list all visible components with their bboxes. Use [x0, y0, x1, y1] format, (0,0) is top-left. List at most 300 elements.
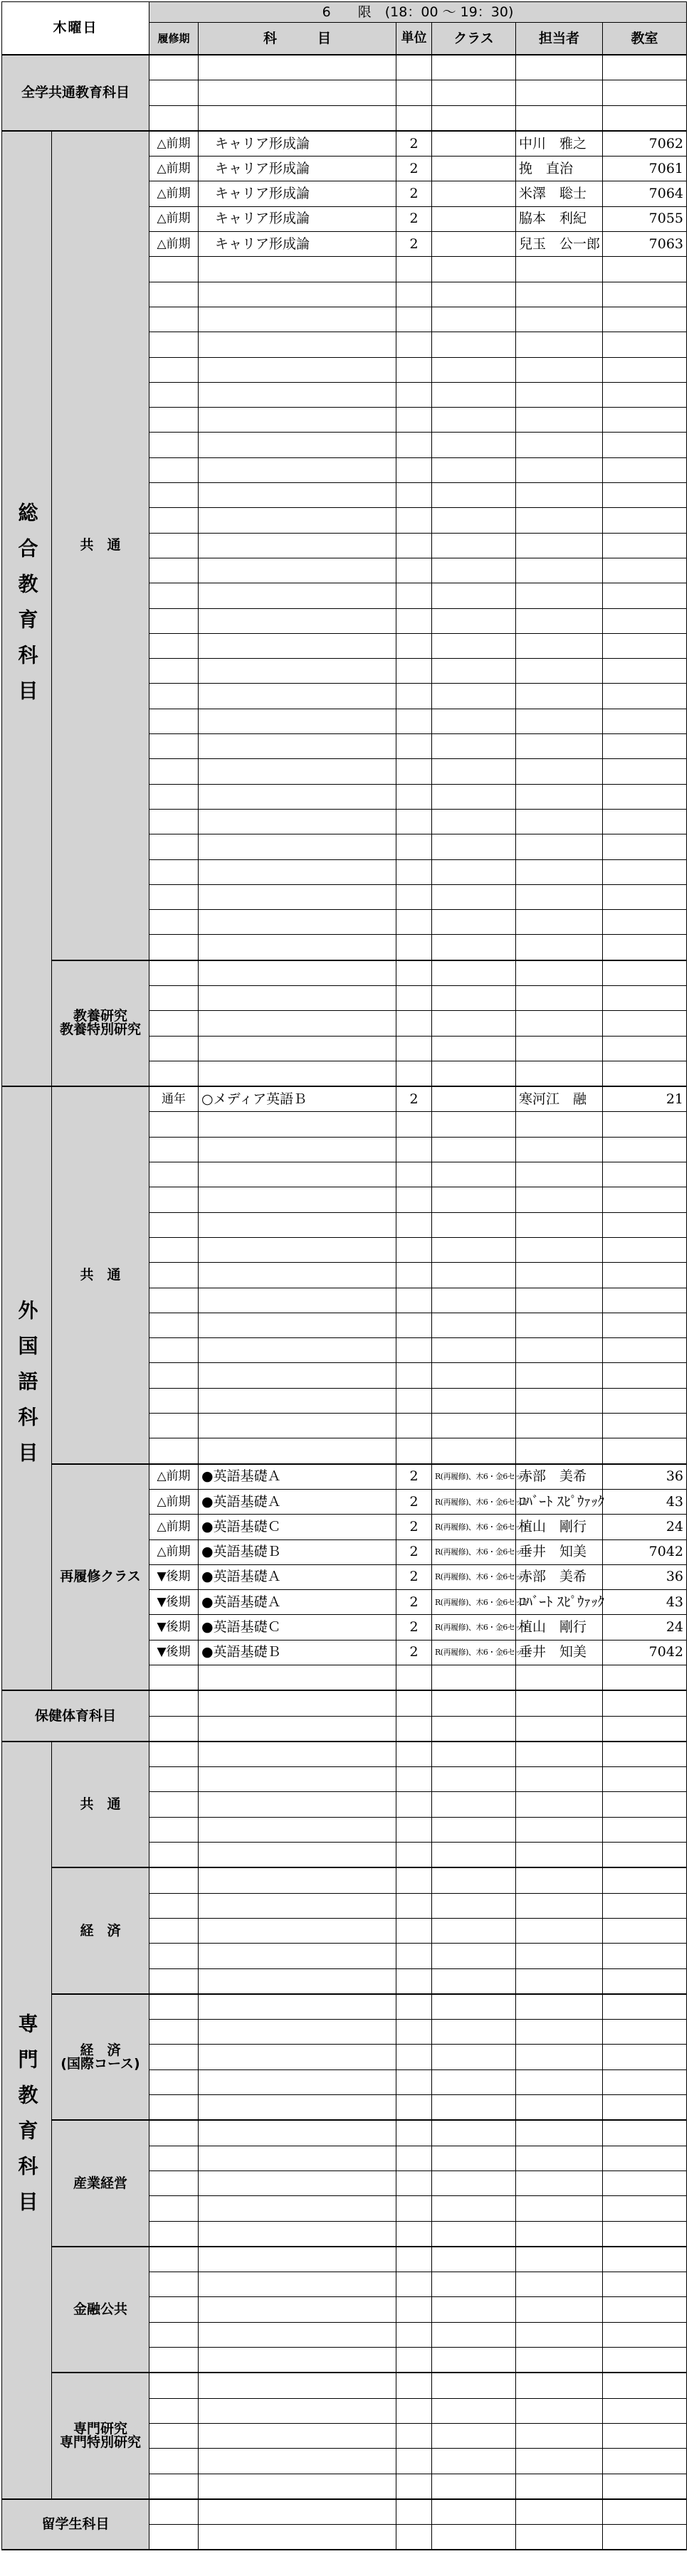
course-subject — [199, 985, 396, 1010]
course-class — [432, 1288, 516, 1313]
course-subject — [199, 2449, 396, 2474]
course-credits: 2 — [396, 1086, 432, 1112]
course-class — [432, 1388, 516, 1413]
course-term — [149, 2449, 199, 2474]
course-term — [149, 533, 199, 558]
course-credits — [396, 2020, 432, 2045]
course-class — [432, 408, 516, 433]
course-teacher — [516, 759, 603, 784]
course-subject — [199, 1690, 396, 1716]
course-subject — [199, 633, 396, 658]
course-room — [603, 1893, 687, 1918]
course-subject — [199, 1011, 396, 1036]
course-room: 7042 — [603, 1640, 687, 1665]
course-class — [432, 1665, 516, 1691]
course-room — [603, 2373, 687, 2398]
course-room — [603, 935, 687, 960]
course-room — [603, 1665, 687, 1691]
course-credits — [396, 2272, 432, 2297]
course-class — [432, 508, 516, 533]
course-credits — [396, 784, 432, 809]
category-ryugaku: 留学生科目 — [2, 2499, 149, 2550]
course-term — [149, 1994, 199, 2020]
course-teacher — [516, 809, 603, 834]
course-credits — [396, 1288, 432, 1313]
course-subject — [199, 257, 396, 282]
course-subject — [199, 1288, 396, 1313]
course-term — [149, 382, 199, 407]
course-subject: キャリア形成論 — [199, 131, 396, 157]
course-teacher — [516, 533, 603, 558]
course-teacher: 中川 雅之 — [516, 131, 603, 157]
course-subject — [199, 935, 396, 960]
course-class — [432, 282, 516, 307]
course-credits — [396, 257, 432, 282]
course-credits — [396, 1767, 432, 1792]
course-class — [432, 884, 516, 909]
course-term — [149, 1112, 199, 1137]
course-class — [432, 1313, 516, 1337]
course-class — [432, 759, 516, 784]
course-credits — [396, 2095, 432, 2121]
course-class — [432, 55, 516, 80]
course-class — [432, 684, 516, 709]
course-subject — [199, 784, 396, 809]
course-class — [432, 1162, 516, 1187]
course-teacher — [516, 1792, 603, 1817]
course-subject — [199, 859, 396, 884]
course-class — [432, 382, 516, 407]
course-credits — [396, 332, 432, 357]
course-term — [149, 784, 199, 809]
course-credits — [396, 884, 432, 909]
course-subject — [199, 1918, 396, 1943]
course-credits — [396, 2170, 432, 2195]
course-room — [603, 433, 687, 457]
course-room — [603, 2120, 687, 2146]
course-credits: 2 — [396, 1489, 432, 1514]
course-credits — [396, 1187, 432, 1212]
course-credits — [396, 1665, 432, 1691]
course-term — [149, 1036, 199, 1061]
course-term — [149, 1162, 199, 1187]
course-room — [603, 2146, 687, 2170]
course-term — [149, 2423, 199, 2448]
course-room: 7062 — [603, 131, 687, 157]
course-credits — [396, 2045, 432, 2069]
course-room — [603, 2196, 687, 2221]
course-room — [603, 1767, 687, 1792]
course-teacher — [516, 859, 603, 884]
course-subject — [199, 558, 396, 583]
course-term — [149, 1843, 199, 1868]
course-room — [603, 659, 687, 684]
course-term — [149, 1212, 199, 1237]
course-room — [603, 2095, 687, 2121]
course-term: 通年 — [149, 1086, 199, 1112]
course-class — [432, 433, 516, 457]
course-room — [603, 834, 687, 859]
course-term — [149, 80, 199, 105]
course-subject — [199, 1036, 396, 1061]
course-teacher — [516, 508, 603, 533]
course-room — [603, 759, 687, 784]
course-credits — [396, 2069, 432, 2094]
course-room — [603, 1388, 687, 1413]
course-room — [603, 1867, 687, 1893]
course-credits — [396, 859, 432, 884]
course-teacher — [516, 633, 603, 658]
course-credits — [396, 2322, 432, 2347]
course-term — [149, 910, 199, 935]
course-class — [432, 105, 516, 131]
course-credits — [396, 457, 432, 482]
course-teacher: 米澤 聡士 — [516, 181, 603, 206]
course-term — [149, 1237, 199, 1262]
course-room — [603, 884, 687, 909]
course-subject — [199, 1061, 396, 1086]
course-class — [432, 2170, 516, 2195]
course-term — [149, 859, 199, 884]
course-term — [149, 985, 199, 1010]
term-header: 履修期 — [149, 23, 199, 55]
category-zengaku: 全学共通教育科目 — [2, 55, 149, 131]
course-subject — [199, 1237, 396, 1262]
course-room — [603, 80, 687, 105]
course-class — [432, 809, 516, 834]
course-teacher — [516, 332, 603, 357]
course-credits — [396, 558, 432, 583]
course-teacher — [516, 910, 603, 935]
course-teacher — [516, 282, 603, 307]
course-credits — [396, 659, 432, 684]
course-term — [149, 884, 199, 909]
course-subject — [199, 433, 396, 457]
course-subject: キャリア形成論 — [199, 206, 396, 231]
course-class — [432, 332, 516, 357]
course-room: 7063 — [603, 232, 687, 257]
course-room — [603, 1237, 687, 1262]
course-room — [603, 684, 687, 709]
course-class — [432, 2247, 516, 2272]
course-room — [603, 2297, 687, 2322]
course-room: 7042 — [603, 1539, 687, 1564]
course-term — [149, 2373, 199, 2398]
course-term — [149, 307, 199, 332]
course-term — [149, 1792, 199, 1817]
course-term: △前期 — [149, 1489, 199, 1514]
course-subject — [199, 1968, 396, 1994]
course-credits — [396, 709, 432, 733]
course-teacher: ﾛﾊﾞｰﾄ ｽﾋﾟｳｧｯｸ — [516, 1489, 603, 1514]
course-subject — [199, 80, 396, 105]
course-term — [149, 2069, 199, 2094]
course-room — [603, 508, 687, 533]
course-teacher: 垂井 知美 — [516, 1539, 603, 1564]
course-term — [149, 633, 199, 658]
section-label: 経 済 — [80, 2042, 121, 2058]
course-subject — [199, 2423, 396, 2448]
course-class — [432, 2069, 516, 2094]
course-class — [432, 2272, 516, 2297]
course-subject — [199, 1338, 396, 1363]
course-subject — [199, 2297, 396, 2322]
course-subject — [199, 457, 396, 482]
course-teacher: 植山 剛行 — [516, 1615, 603, 1640]
credits-header: 単位 — [396, 23, 432, 55]
course-class — [432, 181, 516, 206]
course-teacher — [516, 2373, 603, 2398]
course-class: R(再履修)、木6・金6セット — [432, 1515, 516, 1539]
course-teacher — [516, 1918, 603, 1943]
course-subject — [199, 910, 396, 935]
course-teacher — [516, 1137, 603, 1162]
course-term — [149, 408, 199, 433]
course-teacher — [516, 307, 603, 332]
course-term: △前期 — [149, 181, 199, 206]
section-label: 共 通 — [80, 1796, 121, 1813]
course-class — [432, 1187, 516, 1212]
course-class — [432, 1061, 516, 1086]
course-term — [149, 1690, 199, 1716]
section-keizai_kokusai — [52, 1994, 149, 2120]
section-sublabel: 教養特別研究 — [60, 1022, 142, 1038]
course-class — [432, 558, 516, 583]
section-kinyu — [52, 2247, 149, 2373]
course-credits — [396, 759, 432, 784]
course-credits — [396, 483, 432, 508]
course-subject — [199, 533, 396, 558]
course-credits — [396, 357, 432, 382]
course-subject — [199, 1263, 396, 1288]
course-room: 21 — [603, 1086, 687, 1112]
course-room — [603, 55, 687, 80]
course-class — [432, 2348, 516, 2373]
course-term — [149, 357, 199, 382]
course-room — [603, 1742, 687, 1767]
course-room — [603, 985, 687, 1010]
course-subject — [199, 1388, 396, 1413]
course-room — [603, 1212, 687, 1237]
course-subject: ●英語基礎Ｂ — [199, 1640, 396, 1665]
course-subject — [199, 960, 396, 986]
course-subject — [199, 2499, 396, 2525]
course-class — [432, 2095, 516, 2121]
course-teacher — [516, 2045, 603, 2069]
course-term — [149, 2348, 199, 2373]
course-term — [149, 684, 199, 709]
course-teacher — [516, 382, 603, 407]
course-teacher — [516, 2221, 603, 2247]
course-term — [149, 1918, 199, 1943]
course-teacher — [516, 1036, 603, 1061]
course-credits — [396, 433, 432, 457]
course-term — [149, 1665, 199, 1691]
course-subject — [199, 307, 396, 332]
course-credits — [396, 1011, 432, 1036]
course-credits: 2 — [396, 1564, 432, 1589]
course-term — [149, 2525, 199, 2550]
course-term — [149, 483, 199, 508]
course-class — [432, 1944, 516, 1968]
course-class — [432, 457, 516, 482]
timetable — [1, 1, 687, 2550]
course-class — [432, 1867, 516, 1893]
course-class — [432, 1263, 516, 1288]
course-room — [603, 558, 687, 583]
course-credits — [396, 633, 432, 658]
course-class — [432, 131, 516, 157]
course-room: 7061 — [603, 157, 687, 181]
course-term — [149, 2221, 199, 2247]
course-room — [603, 1313, 687, 1337]
course-room — [603, 1438, 687, 1464]
course-room — [603, 2398, 687, 2423]
course-room — [603, 1994, 687, 2020]
course-term — [149, 1716, 199, 1742]
course-term — [149, 1817, 199, 1842]
course-term: △前期 — [149, 157, 199, 181]
course-subject: ●英語基礎Ａ — [199, 1564, 396, 1589]
course-teacher — [516, 734, 603, 759]
course-subject: ●英語基礎Ａ — [199, 1489, 396, 1514]
category-label: 総合教育科目 — [15, 502, 39, 716]
course-term — [149, 1061, 199, 1086]
course-class — [432, 709, 516, 733]
course-teacher — [516, 884, 603, 909]
course-teacher — [516, 1817, 603, 1842]
course-class — [432, 2120, 516, 2146]
course-teacher: 植山 剛行 — [516, 1515, 603, 1539]
section-kyoyo — [52, 960, 149, 1086]
course-credits — [396, 282, 432, 307]
course-teacher — [516, 659, 603, 684]
course-term — [149, 1011, 199, 1036]
course-teacher — [516, 2322, 603, 2347]
course-class — [432, 1716, 516, 1742]
course-term — [149, 2146, 199, 2170]
course-term — [149, 2020, 199, 2045]
course-term — [149, 583, 199, 608]
course-teacher — [516, 2297, 603, 2322]
course-term — [149, 2297, 199, 2322]
course-term: ▼後期 — [149, 1615, 199, 1640]
course-teacher — [516, 1187, 603, 1212]
course-room — [603, 2069, 687, 2094]
course-room — [603, 1338, 687, 1363]
course-credits — [396, 1237, 432, 1262]
course-class — [432, 910, 516, 935]
course-teacher — [516, 1994, 603, 2020]
course-term: △前期 — [149, 232, 199, 257]
course-class — [432, 1086, 516, 1112]
course-teacher — [516, 357, 603, 382]
course-term — [149, 457, 199, 482]
course-credits — [396, 1944, 432, 1968]
course-class — [432, 1994, 516, 2020]
course-class — [432, 1843, 516, 1868]
course-credits — [396, 2348, 432, 2373]
section-sangyo — [52, 2120, 149, 2246]
course-credits — [396, 608, 432, 633]
section-sublabel: 専門特別研究 — [60, 2434, 142, 2451]
section-sublabel: (国際コース) — [61, 2055, 140, 2072]
course-subject — [199, 1742, 396, 1767]
course-class: R(再履修)、木6・金6セット — [432, 1564, 516, 1589]
course-teacher — [516, 985, 603, 1010]
course-class — [432, 2525, 516, 2550]
course-teacher — [516, 1438, 603, 1464]
course-credits — [396, 1918, 432, 1943]
course-teacher — [516, 1388, 603, 1413]
course-term — [149, 1867, 199, 1893]
course-teacher — [516, 1968, 603, 1994]
course-credits: 2 — [396, 1590, 432, 1615]
course-term — [149, 1313, 199, 1337]
course-credits — [396, 2474, 432, 2499]
course-term: △前期 — [149, 1515, 199, 1539]
course-room — [603, 1843, 687, 1868]
course-teacher — [516, 1363, 603, 1388]
course-term — [149, 2095, 199, 2121]
course-room — [603, 2525, 687, 2550]
course-teacher — [516, 1011, 603, 1036]
course-subject — [199, 2247, 396, 2272]
course-credits — [396, 809, 432, 834]
course-subject — [199, 583, 396, 608]
course-term — [149, 105, 199, 131]
course-room — [603, 2045, 687, 2069]
course-room — [603, 1414, 687, 1438]
course-teacher: 寒河江 融 — [516, 1086, 603, 1112]
course-room — [603, 2348, 687, 2373]
course-term — [149, 2120, 199, 2146]
course-teacher — [516, 784, 603, 809]
course-teacher — [516, 2247, 603, 2272]
course-credits — [396, 1716, 432, 1742]
course-term — [149, 759, 199, 784]
course-class — [432, 608, 516, 633]
course-term — [149, 55, 199, 80]
course-room — [603, 1036, 687, 1061]
course-subject — [199, 1994, 396, 2020]
course-term — [149, 834, 199, 859]
course-room — [603, 1968, 687, 1994]
course-teacher — [516, 2146, 603, 2170]
course-class: R(再履修)、木6・金6セット — [432, 1464, 516, 1490]
course-subject — [199, 508, 396, 533]
course-subject — [199, 1313, 396, 1337]
course-credits — [396, 1212, 432, 1237]
course-room — [603, 2272, 687, 2297]
course-subject — [199, 483, 396, 508]
course-teacher — [516, 2499, 603, 2525]
course-subject — [199, 55, 396, 80]
course-class — [432, 1968, 516, 1994]
course-credits — [396, 583, 432, 608]
course-teacher: 兒玉 公一郎 — [516, 232, 603, 257]
course-subject — [199, 2069, 396, 2094]
course-term — [149, 935, 199, 960]
course-term — [149, 1338, 199, 1363]
course-subject: キャリア形成論 — [199, 232, 396, 257]
course-teacher — [516, 1665, 603, 1691]
category-senmon — [2, 1742, 52, 2499]
course-term — [149, 282, 199, 307]
course-teacher — [516, 105, 603, 131]
course-teacher — [516, 1338, 603, 1363]
course-term — [149, 433, 199, 457]
